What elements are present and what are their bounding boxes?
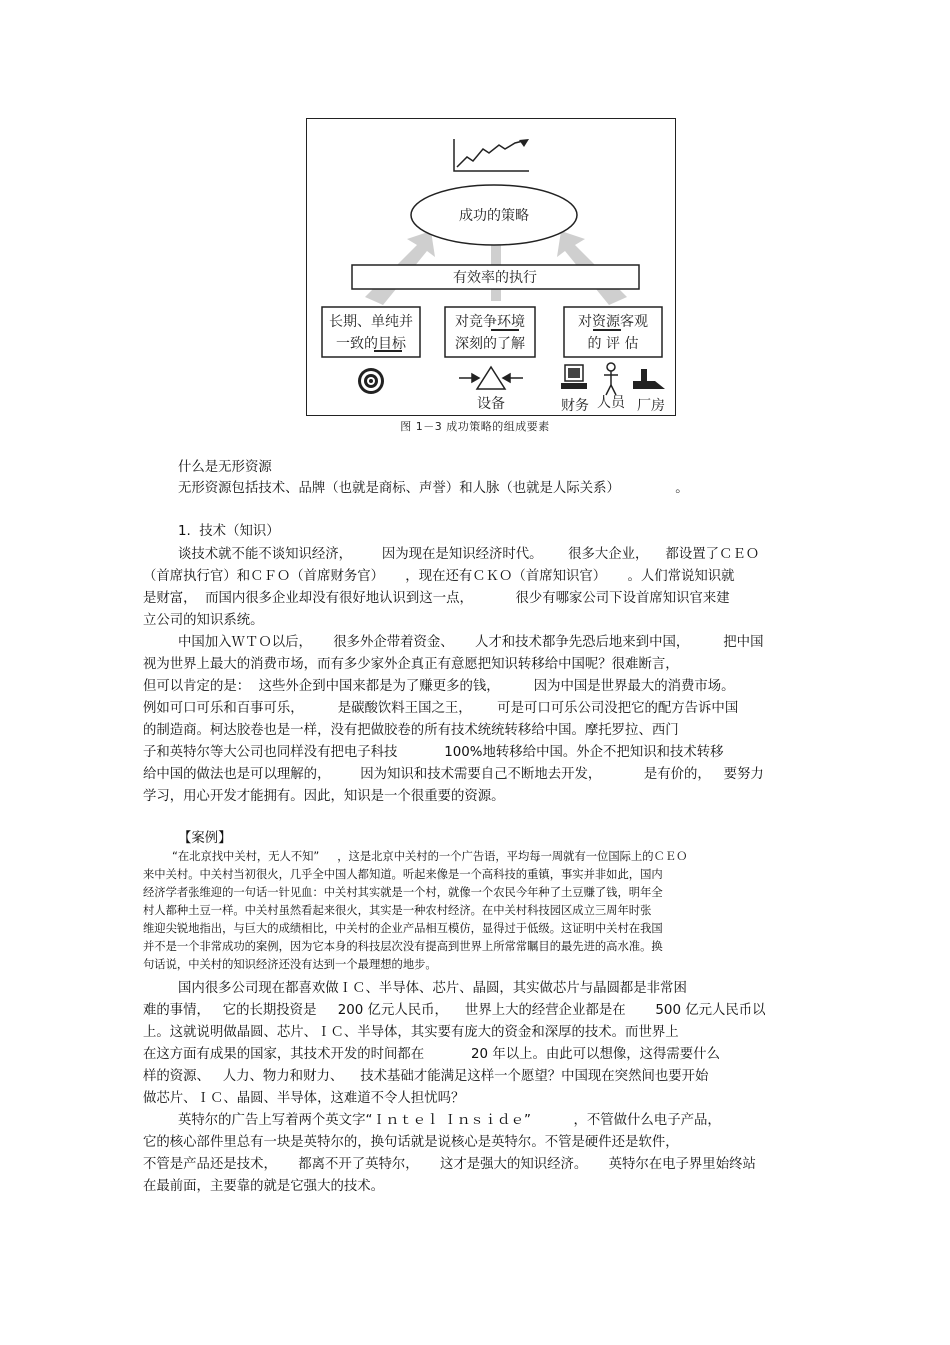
para4-line: 在最前面，主要靠的就是它强大的技术。 [143, 1179, 385, 1194]
case-label: 【案例】 [178, 831, 232, 846]
case-line: “在北京找中关村，无人不知” ，这是北京中关村的一个广告语，平均每一周就有一位国际上的ＣＥＯ [172, 850, 688, 863]
para2-line: 但可以肯定的是： 这些外企到中国来都是为了赚更多的钱， 因为中国是世界最大的消费市场。 [143, 679, 735, 694]
case-line: 经济学者张维迎的一句话一针见血：中关村其实就是一个村，就像一个农民今年种了土豆赚了钱，明年全 [143, 886, 663, 899]
competition-line-1: 对竞争环境 [455, 314, 525, 330]
case-line: 句话说，中关村的知识经济还没有达到一个最理想的地步。 [143, 958, 437, 971]
triangle-arrows-icon [459, 367, 523, 389]
para4-line: 不管是产品还是技术， 都离不开了英特尔， 这才是强大的知识经济。 英特尔在电子界里始终站 [143, 1157, 756, 1172]
factory-icon [633, 369, 665, 389]
execution-label: 有效率的执行 [453, 270, 537, 286]
person-icon [604, 363, 618, 395]
para2-line: 学习，用心开发才能拥有。因此，知识是一个很重要的资源。 [143, 789, 505, 804]
para3-line: 上。这就说明做晶圆、芯片、ＩＣ、半导体，其实要有庞大的资金和深厚的技术。而世界上 [143, 1025, 679, 1040]
para2-line: 例如可口可乐和百事可乐， 是碳酸饮料王国之王， 可是可口可乐公司没把它的配方告诉中国 [143, 701, 739, 716]
goal-line-1: 长期、单纯并 [329, 314, 413, 330]
case-line: 并不是一个非常成功的案例，因为它本身的科技层次没有提高到世界上所常常瞩目的最先进的高水准。换 [143, 940, 663, 953]
computer-icon [561, 365, 587, 389]
para3-line: 国内很多公司现在都喜欢做ＩＣ、半导体、芯片、晶圆，其实做芯片与晶圆都是非常困 [178, 981, 687, 996]
strategy-diagram [307, 119, 677, 417]
para3-line: 难的事情， 它的长期投资是 200 亿元人民币， 世界上大的经营企业都是在 500 亿元人民币以 [143, 1003, 766, 1018]
case-line: 来中关村。中关村当初很火，几乎全中国人都知道。听起来像是一个高科技的重镇，事实并非如此，国内 [143, 868, 663, 881]
equipment-label: 设备 [477, 396, 505, 412]
para1-line: 立公司的知识系统。 [143, 613, 264, 628]
case-line: 维迎尖锐地指出，与巨大的成绩相比，中关村的企业产品相互模仿，显得过于低级。这证明中关村在我国 [143, 922, 663, 935]
para2-line: 的制造商。柯达胶卷也是一样，没有把做胶卷的所有技术统统转移给中国。摩托罗拉、西门 [143, 723, 679, 738]
goal-line-2: 一致的目标 [336, 336, 406, 352]
finance-label: 财务 [561, 398, 589, 414]
strategy-label: 成功的策略 [459, 208, 529, 224]
para3-line: 做芯片、ＩＣ、晶圆、半导体，这难道不令人担忧吗？ [143, 1091, 465, 1106]
para4-line: 英特尔的广告上写着两个英文字“Ｉｎｔｅｌ Ｉｎｓｉｄｅ” ，不管做什么电子产品， [178, 1113, 721, 1128]
para1-line: 谈技术就不能不谈知识经济， 因为现在是知识经济时代。 很多大企业， 都设置了ＣＥＯ [178, 547, 760, 562]
case-line: 村人都种土豆一样。中关村虽然看起来很火，其实是一种农村经济。在中关村科技园区成立三周年时张 [143, 904, 652, 917]
heading-intangible: 什么是无形资源 [178, 460, 272, 475]
resource-line-2: 的 评 估 [587, 336, 639, 352]
resource-line-1: 对资源客观 [578, 314, 648, 330]
intangible-definition: 无形资源包括技术、品牌（也就是商标、声誉）和人脉（也就是人际关系） 。 [178, 481, 689, 496]
plant-label: 厂房 [637, 398, 665, 414]
para2-line: 给中国的做法也是可以理解的， 因为知识和技术需要自己不断地去开发， 是有价的， 要努力 [143, 767, 764, 782]
section-title: 1. 技术（知识） [178, 524, 280, 539]
para3-line: 在这方面有成果的国家，其技术开发的时间都在 20 年以上。由此可以想像，这得需要什么 [143, 1047, 720, 1062]
figure-caption: 图 1－3 成功策略的组成要素 [400, 420, 550, 433]
target-icon [358, 368, 384, 394]
para4-line: 它的核心部件里总有一块是英特尔的，换句话就是说核心是英特尔。不管是硬件还是软件， [143, 1135, 679, 1150]
para1-line: 是财富， 而国内很多企业却没有很好地认识到这一点， 很少有哪家公司下设首席知识官来建 [143, 591, 730, 606]
para2-line: 视为世界上最大的消费市场，而有多少家外企真正有意愿把知识转移给中国呢？很难断言， [143, 657, 679, 672]
strategy-figure [306, 118, 676, 416]
competition-line-2: 深刻的了解 [455, 336, 525, 352]
growth-chart-icon [454, 139, 529, 171]
para3-line: 样的资源、 人力、物力和财力、 技术基础才能满足这样一个愿望？中国现在突然间也要开始 [143, 1069, 709, 1084]
para2-line: 中国加入ＷＴＯ以后， 很多外企带着资金、 人才和技术都争先恐后地来到中国， 把中国 [178, 635, 764, 650]
para1-line: （首席执行官）和ＣＦＯ（首席财务官） ，现在还有ＣＫＯ（首席知识官） 。人们常说知识就 [143, 569, 735, 584]
para2-line: 子和英特尔等大公司也同样没有把电子科技 100%地转移给中国。外企不把知识和技术转移 [143, 745, 724, 760]
people-label: 人员 [597, 395, 625, 411]
